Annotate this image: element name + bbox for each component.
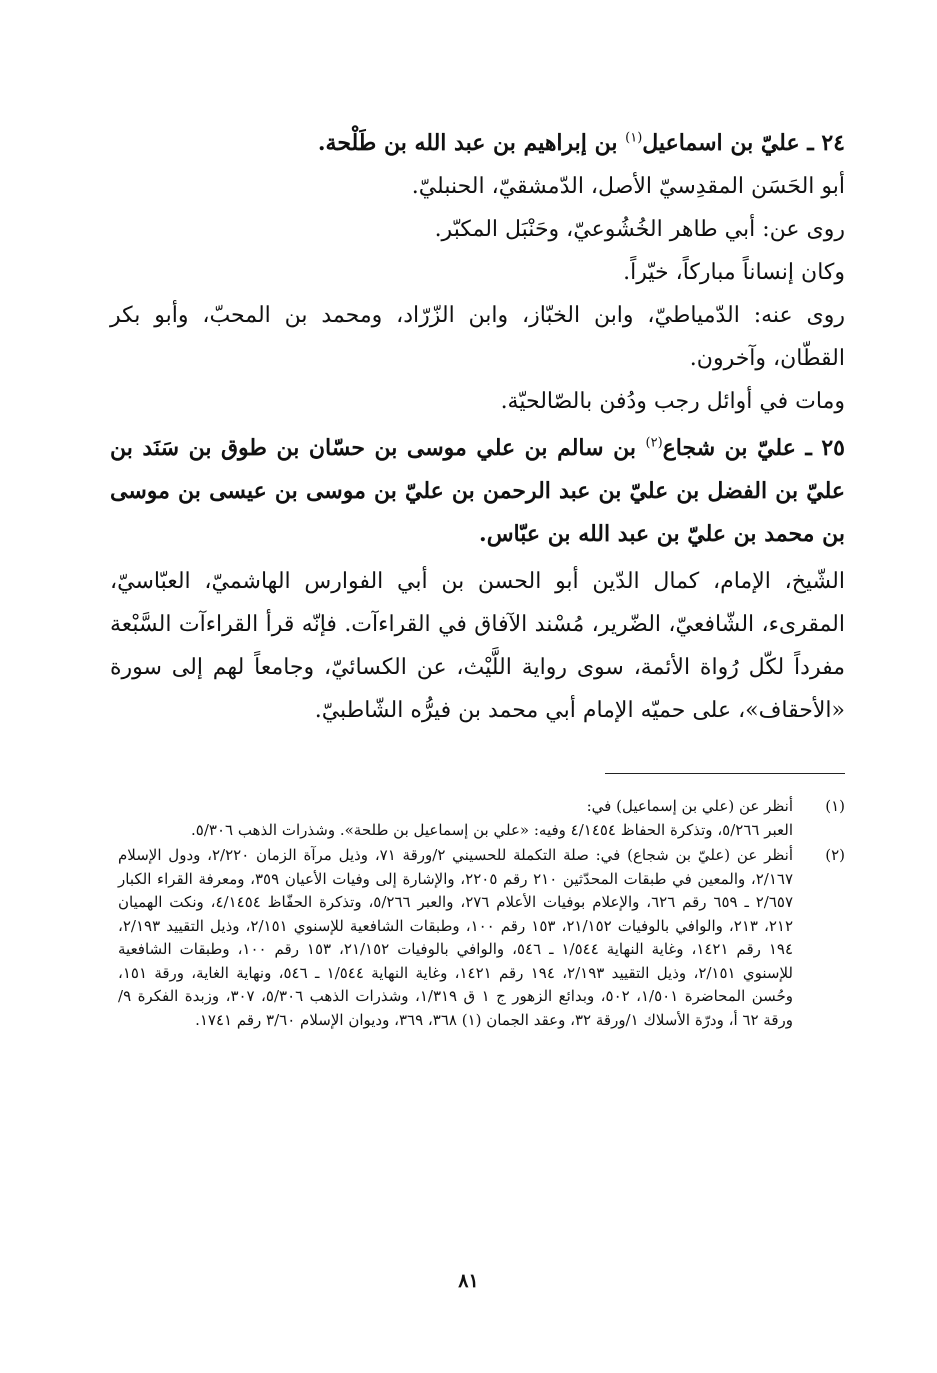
footnotes [118,795,845,1034]
footnote-number: (١) [825,797,845,815]
entry-line: روى عن: أبي طاهر الخُشُوعيّ، وحَنْبَل المكبّر. [434,217,845,242]
footnote-ref-1[interactable]: (١) [625,130,643,146]
footnote-line: العبر ٥/٢٦٦، وتذكرة الحفاظ ٤/١٤٥٤ وفيه: «علي بن إسماعيل بن طلحة». وشذرات الذهب ٥/٣٠٦. [191,820,793,839]
entry-number-name: ٢٤ ـ عليّ بن اسماعيل [642,130,845,156]
entry-body: الشّيخ، الإمام، كمال الدّين أبو الحسن بن أبي الفوارس الهاشميّ، العبّاسيّ، المقرىء، الشّافعيّ، الضّرير، مُسْند الآفاق في القراءآت. فإنّه قرأ القراءآت السَّبْعة مفرداً لكّل رُواة الأئمة، سوى رواية اللَّيْث، عن الكسائيّ، وجامعاً لهم إلى سورة «الأحقاف»، على حميّه الإمام أبي محمد بن فيرُّه الشّاطبيّ. [110,569,845,723]
footnote-line: أنظر عن (عليّ بن شجاع) في: صلة التكملة للحسيني ٢/ورقة ٧١، وذيل مرآة الزمان ٢/٢٢٠، ودول الإسلام ٢/١٦٧، والمعين في طبقات المحدّثين ٢١٠ رقم ٢٢٠٥، والإشارة إلى وفيات الأعيان ٣٥٩، ومعرفة القراء الكبار ٢/٦٥٧ ـ ٦٥٩ رقم ٦٢٦، والإعلام بوفيات الأعلام ٢٧٦، والعبر ٥/٢٦٦، وتذكرة الحفّاظ ٤/١٤٥٤، ونكت الهميان ٢١٢، ٢١٣، والوافي بالوفيات ٢١/١٥٢، ١٥٣ رقم ١٠٠، وطبقات الشافعية للإسنوي ٢/١٥١، وذيل التقييد ٢/١٩٣، ١٩٤ رقم ١٤٢١، وغاية النهاية ١/٥٤٤ ـ ٥٤٦، والوافي بالوفيات ٢١/١٥٢، ١٥٣ رقم ١٠٠، وطبقات الشافعية للإسنوي ٢/١٥١، وذيل التقييد ٢/١٩٣، ١٩٤ رقم ١٤٢١، وغاية النهاية ١/٥٤٤ ـ ٥٤٦، ونهاية الغاية، ورقة ١٥١، وحُسن المحاضرة ١/٥٠١، ٥٠٢، وبدائع الزهور ج ١ ق ١/٣١٩، وشذرات الذهب ٥/٣٠٦، ٣٠٧، وزبدة الفكرة ٩/ورقة ٦٢ أ، ودرّة الأسلاك ١/ورقة ٣٢، وعقد الجمان (١) ٣٦٨، ٣٦٩، وديوان الإسلام ٣/٦٠ رقم ١٧٤١. [118,846,794,1029]
footnote-body [118,795,793,842]
page-number: ٨١ [458,1270,479,1292]
footnote-body [118,844,793,1032]
footnote-2 [118,844,845,1032]
entry-heading-25 [110,427,845,556]
footnote-1 [118,795,845,842]
entry-lineage: بن إبراهيم بن عبد الله بن طَلْحة. [317,130,618,156]
entry-line: ومات في أوائل رجب ودُفن بالصّالحيّة. [500,389,845,414]
entry-lineage: بن سالم بن علي موسى بن حسّان بن طوق بن سَنَد بن عليّ بن الفضل بن عليّ بن عبد الرحمن بن عليّ بن موسى بن عيسى بن موسى بن محمد بن عليّ بن عبد الله بن عبّاس. [110,435,845,547]
entry-line: أبو الحَسَن المقدِسيّ الأصل، الدّمشقيّ، الحنبليّ. [411,174,845,199]
footnote-ref-2[interactable]: (٢) [645,435,663,451]
entry-line: روى عنه: الدّمياطيّ، وابن الخبّاز، وابن الزّرّاد، ومحمد بن المحبّ، وأبو بكر القطّان، وآخرون. [110,303,845,371]
entry-heading-24 [110,122,845,165]
entry-number-name: ٢٥ ـ عليّ بن شجاع [662,435,845,461]
footnote-number: (٢) [825,846,845,864]
main-text [110,122,845,732]
footnote-divider [605,773,845,774]
footnote-line: أنظر عن (علي بن إسماعيل) في: [586,797,793,815]
entry-line: وكان إنساناً مباركاً، خيّراً. [623,260,845,285]
